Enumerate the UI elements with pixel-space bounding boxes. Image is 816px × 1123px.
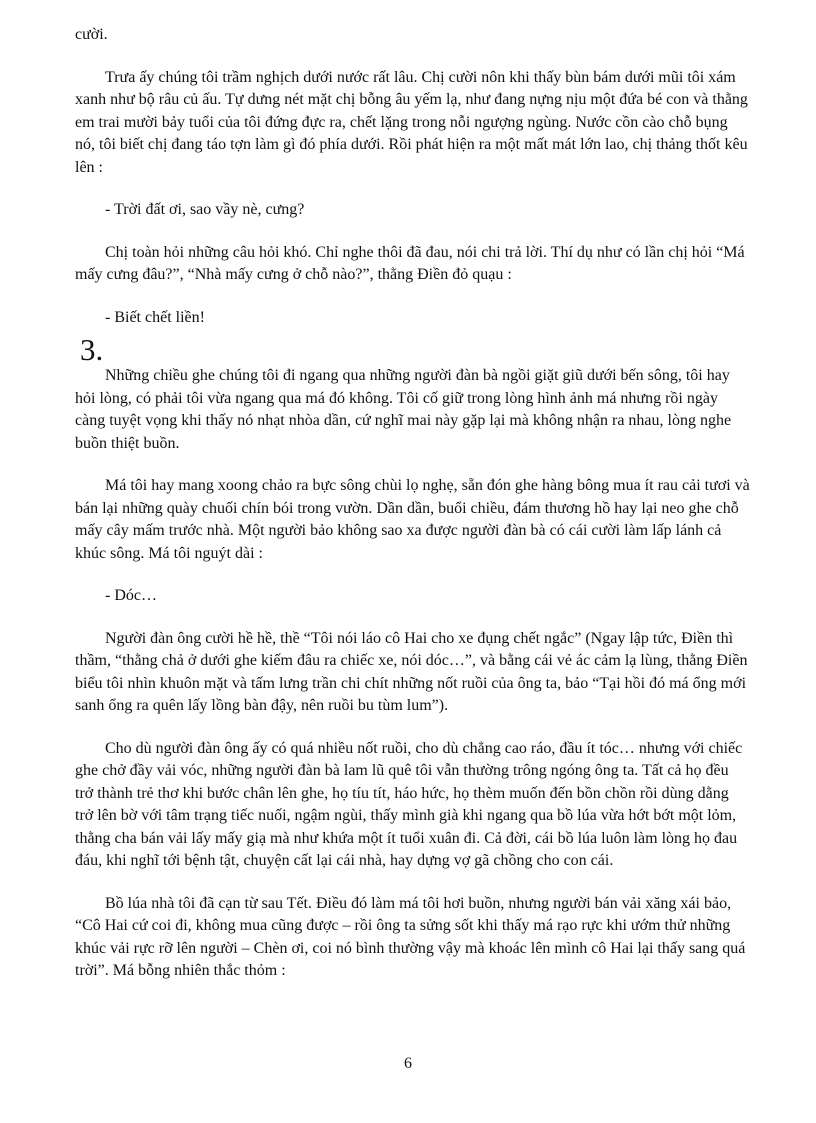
section-heading: 3. <box>80 332 104 367</box>
document-page <box>75 24 750 983</box>
dialogue-line: - Biết chết liền! <box>105 308 205 326</box>
dialogue-line: - Trời đất ơi, sao vầy nè, cưng? <box>105 201 305 218</box>
paragraph: Cho dù người đàn ông ấy có quá nhiều nốt ruồi, cho dù chẳng cao ráo, đầu ít tóc… nhưng với chiếc ghe chở đầy vải vóc, những người đàn bà lam lũ quê tôi vẫn thường trông ngóng ông ta. Tất cả họ đều trở thành trẻ thơ khi bước chân lên ghe, họ tíu tít, háo hức, họ thèm muốn đến bồn chồn rồi dùng dằng trở lên bờ với tâm trạng tiếc nuối, ngậm ngùi, thấy mình già khi ngang qua bồ lúa vừa hớt bớt một lỏm, thằng cha bán vải lấy mấy giạ mà như khứa một ít tuổi xuân đi. Cả đời, cái bồ lúa luôn làm lòng họ đau đáu, khi nghĩ tới bệnh tật, chuyện cất lại cái nhà, hay dựng vợ gã chồng cho con cái. <box>75 739 743 869</box>
paragraph: Những chiều ghe chúng tôi đi ngang qua những người đàn bà ngồi giặt giũ dưới bến sông, tôi hay hỏi lòng, có phải tôi vừa ngang qua má đó không. Tôi cố giữ trong lòng hình ảnh má nhưng rồi ngày càng tuyệt vọng khi thấy nó nhạt nhòa dần, cứ nghĩ mai này gặp lại mà không nhận ra nhau, lòng nghe buồn thiệt buồn. <box>75 367 732 452</box>
paragraph-continuation: cười. <box>75 26 108 43</box>
paragraph: Má tôi hay mang xoong chảo ra bực sông chùi lọ nghẹ, sẵn đón ghe hàng bông mua ít rau cải tươi và bán lại những quày chuối chín bói trong vườn. Dần dần, buổi chiều, đám thương hồ hay lại neo ghe chỗ mấy cây mấm trước nhà. Một người bảo không sao xa được người đàn bà có cái cười làm lấp lánh cả khúc sông. Má tôi nguýt dài : <box>75 477 750 562</box>
paragraph: Bồ lúa nhà tôi đã cạn từ sau Tết. Điều đó làm má tôi hơi buồn, nhưng người bán vải xăng xái bảo, “Cô Hai cứ coi đi, không mua cũng được – rồi ông ta sửng sốt khi thấy má rạo rực khi ướm thử những khúc vải rực rỡ lên người – Chèn ơi, coi nó bình thường vậy mà khoác lên mình cô Hai lại thấy sang quá trời”. Má bỗng nhiên thắc thỏm : <box>75 894 746 979</box>
paragraph: Người đàn ông cười hề hề, thề “Tôi nói láo cô Hai cho xe đụng chết ngắc” (Ngay lập tức, Điền thì thầm, “thằng chả ở dưới ghe kiếm đâu ra chiếc xe, nói dóc…”, và bằng cái vẻ ác cảm lạ lùng, thằng Điền biểu tôi nhìn khuôn mặt và tấm lưng trần chi chít những nốt ruồi của ông ta, bảo “Tại hồi đó má ổng mới sanh ổng ra quên lấy lồng bàn đậy, nên ruồi bu tùm lum”). <box>75 629 748 714</box>
paragraph: Trưa ấy chúng tôi trầm nghịch dưới nước rất lâu. Chị cười nôn khi thấy bùn bám dưới mũi tôi xám xanh như bộ râu củ ấu. Tự dưng nét mặt chị bỗng âu yếm lạ, như đang nựng nịu một đứa bé con và thằng em trai mười bảy tuổi của tôi đứng đực ra, chết lặng trong nỗi ngượng ngùng. Nước cồn cào chỗ bụng nó, tôi biết chị đang táo tợn làm gì đó phía dưới. Rồi phát hiện ra một mất mát lớn lao, chị thảng thốt kêu lên : <box>75 68 748 176</box>
page-number: 6 <box>404 1055 412 1072</box>
paragraph: Chị toàn hỏi những câu hỏi khó. Chỉ nghe thôi đã đau, nói chi trả lời. Thí dụ như có lần chị hỏi “Má mấy cưng đâu?”, “Nhà mấy cưng ở chỗ nào?”, thằng Điền đỏ quạu : <box>75 243 745 283</box>
dialogue-line: - Dóc… <box>105 587 157 604</box>
